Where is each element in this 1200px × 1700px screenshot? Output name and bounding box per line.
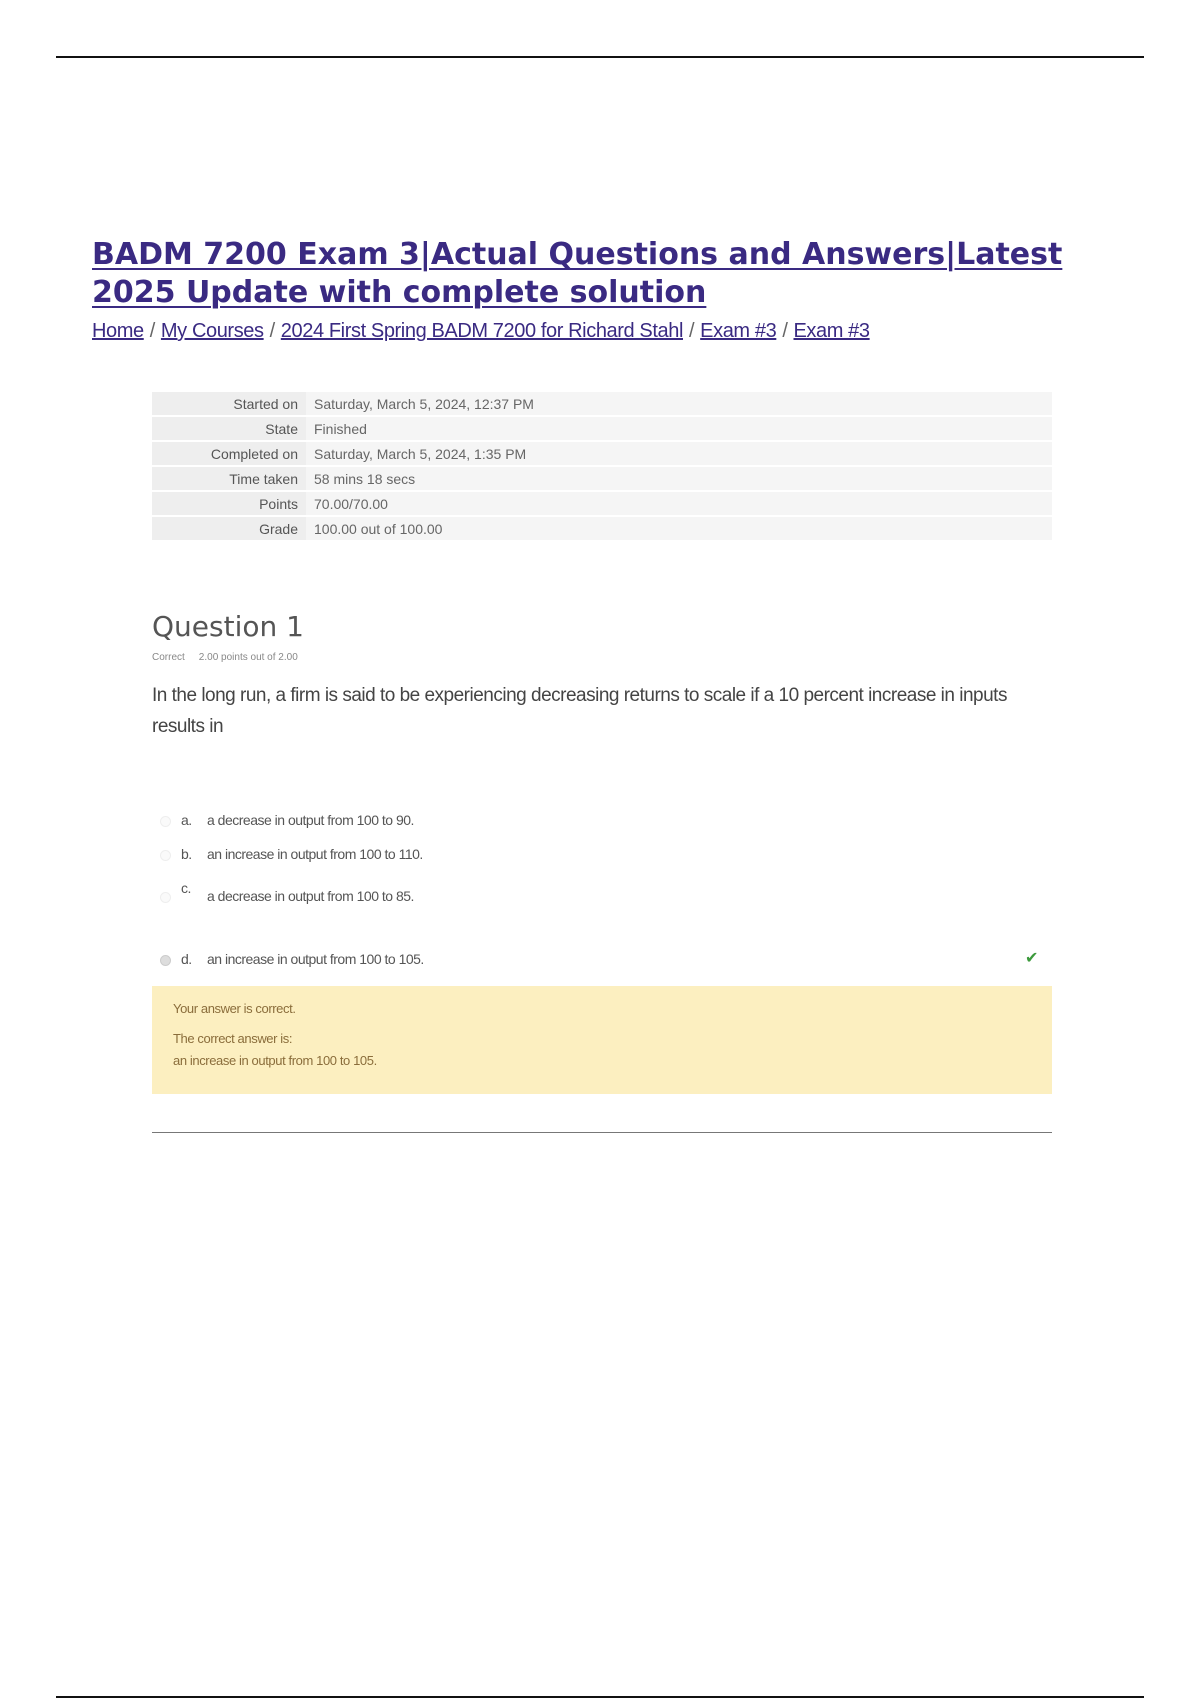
option-letter: b. [181, 846, 192, 862]
summary-label: Points [152, 491, 306, 516]
breadcrumb-exam[interactable]: Exam #3 [793, 320, 870, 342]
breadcrumb-separator: / [269, 320, 275, 342]
summary-row-points [152, 491, 1052, 516]
summary-label: Time taken [152, 466, 306, 491]
summary-row-time-taken [152, 466, 1052, 491]
breadcrumb-separator: / [689, 320, 695, 342]
breadcrumb-exam-section[interactable]: Exam #3 [700, 320, 777, 342]
page-bottom-rule [56, 1696, 1144, 1698]
option-text: a decrease in output from 100 to 90. [207, 812, 414, 828]
question-points: 2.00 points out of 2.00 [198, 652, 298, 663]
question-divider [152, 1132, 1052, 1133]
option-letter: c. [181, 880, 191, 896]
summary-value: Finished [306, 416, 1052, 441]
summary-value: 70.00/70.00 [306, 491, 1052, 516]
summary-value: 100.00 out of 100.00 [306, 516, 1052, 541]
breadcrumb-course[interactable]: 2024 First Spring BADM 7200 for Richard Stahl [280, 320, 683, 342]
option-letter: a. [181, 812, 192, 828]
summary-value: Saturday, March 5, 2024, 12:37 PM [306, 392, 1052, 416]
feedback-box [152, 986, 1052, 1094]
summary-label: Completed on [152, 441, 306, 466]
page-top-rule [56, 56, 1144, 58]
summary-label: Started on [152, 392, 306, 416]
radio-button[interactable] [160, 850, 171, 861]
answer-option-c[interactable] [160, 880, 414, 904]
document-title[interactable]: BADM 7200 Exam 3|Actual Questions and Answers|Latest 2025 Update with complete solution [92, 237, 1063, 310]
summary-row-grade [152, 516, 1052, 541]
summary-value: 58 mins 18 secs [306, 466, 1052, 491]
question-status: Correct [152, 652, 185, 663]
answer-option-d[interactable] [160, 951, 424, 967]
summary-label: Grade [152, 516, 306, 541]
radio-button[interactable] [160, 892, 171, 903]
breadcrumb-home[interactable]: Home [92, 320, 144, 342]
summary-label: State [152, 416, 306, 441]
question-text: In the long run, a firm is said to be experiencing decreasing returns to scale if a 10 percent increase in inputs results in [152, 685, 1007, 737]
question-status-line [152, 652, 298, 663]
answer-option-b[interactable] [160, 846, 423, 862]
feedback-correct-label: The correct answer is: [173, 1031, 293, 1046]
summary-row-started [152, 392, 1052, 416]
option-letter: d. [181, 951, 192, 967]
option-text: a decrease in output from 100 to 85. [207, 888, 414, 904]
breadcrumb-my-courses[interactable]: My Courses [160, 320, 264, 342]
summary-row-completed [152, 441, 1052, 466]
feedback-correct-answer: an increase in output from 100 to 105. [173, 1053, 377, 1068]
checkmark-icon: ✔ [1025, 948, 1039, 967]
answer-option-a[interactable] [160, 812, 414, 828]
breadcrumb-separator: / [782, 320, 788, 342]
option-text: an increase in output from 100 to 110. [207, 846, 423, 862]
attempt-summary-table [152, 392, 1052, 542]
breadcrumb-separator: / [149, 320, 155, 342]
summary-row-state [152, 416, 1052, 441]
feedback-result: Your answer is correct. [173, 1001, 296, 1016]
summary-value: Saturday, March 5, 2024, 1:35 PM [306, 441, 1052, 466]
question-title: Question 1 [152, 610, 304, 643]
option-text: an increase in output from 100 to 105. [207, 951, 424, 967]
radio-button[interactable] [160, 816, 171, 827]
breadcrumb [92, 320, 870, 343]
radio-button-selected[interactable] [160, 955, 171, 966]
